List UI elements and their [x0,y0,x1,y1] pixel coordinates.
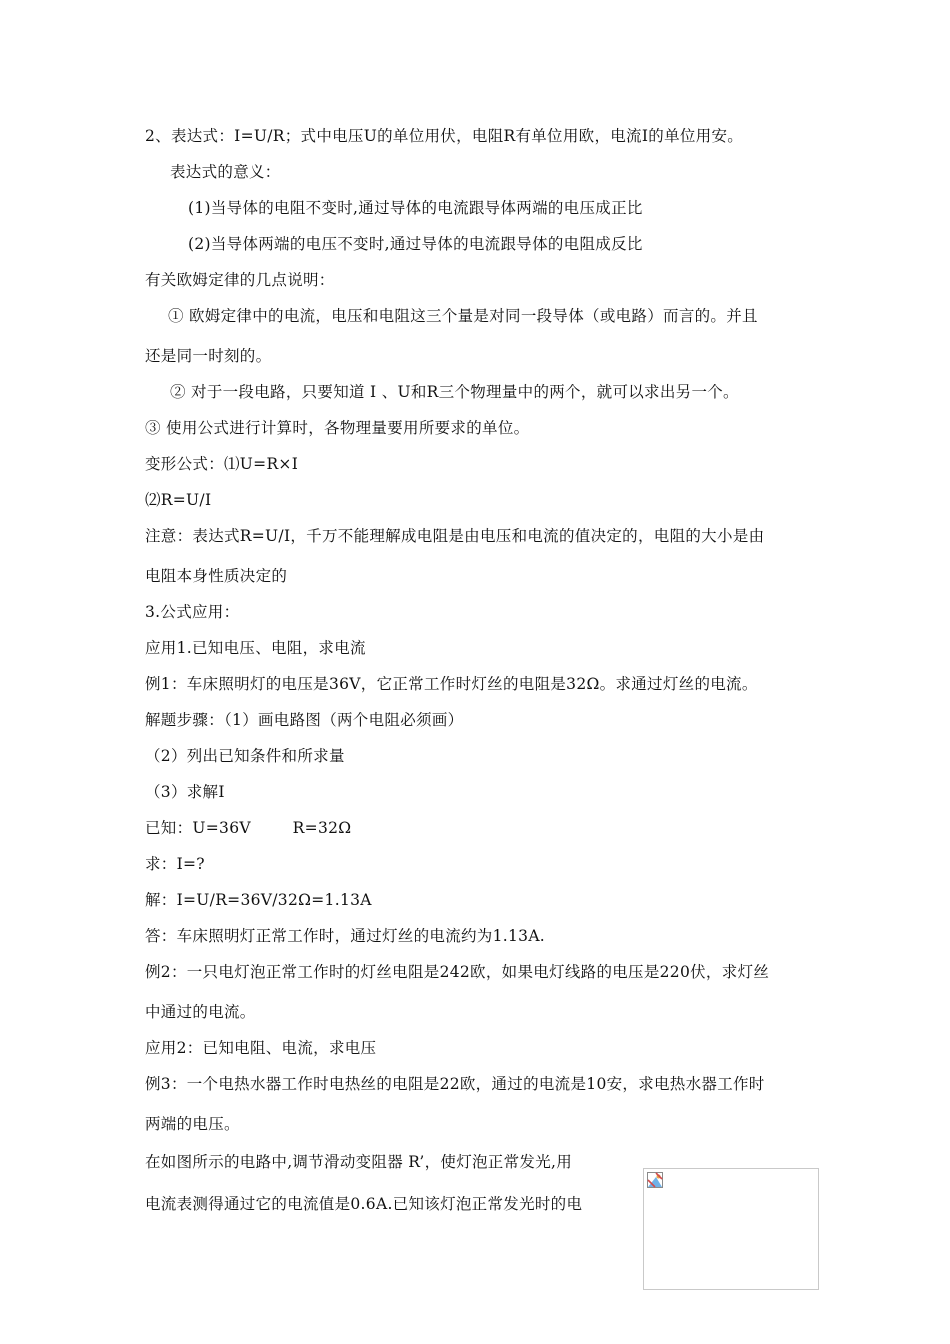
note-2: ② 对于一段电路，只要知道 I 、U和R三个物理量中的两个，就可以求出另一个。 [170,383,739,401]
example-2-line-2: 中通过的电流。 [145,1003,256,1021]
find-line: 求：I=? [145,855,205,873]
note-3: ③ 使用公式进行计算时，各物理量要用所要求的单位。 [145,419,530,437]
circuit-figure-placeholder [643,1168,819,1290]
steps-line-1: 解题步骤：（1）画电路图（两个电阻必须画） [145,711,464,729]
solution-line: 解：I=U/R=36V/32Ω=1.13A [145,891,372,909]
steps-line-2: （2）列出已知条件和所求量 [145,747,345,765]
note-1-line-2: 还是同一时刻的。 [145,347,272,365]
application-1-title: 应用1.已知电压、电阻，求电流 [145,639,366,657]
note-1-line-1: ① 欧姆定律中的电流，电压和电阻这三个量是对同一段导体（或电路）而言的。并且 [168,307,758,325]
example-1: 例1：车床照明灯的电压是36V，它正常工作时灯丝的电阻是32Ω。求通过灯丝的电流。 [145,675,758,693]
steps-line-3: （3）求解I [145,783,225,801]
problem-line-2: 电流表测得通过它的电流值是0.6A.已知该灯泡正常发光时的电 [145,1195,583,1213]
caution-line-1: 注意：表达式R=U/I，千万不能理解成电阻是由电压和电流的值决定的，电阻的大小是由 [145,527,765,545]
notes-heading: 有关欧姆定律的几点说明： [145,271,335,289]
application-heading: 3.公式应用： [145,603,240,621]
known-values: 已知：U=36V R=32Ω [145,819,352,837]
example-2-line-1: 例2：一只电灯泡正常工作时的灯丝电阻是242欧，如果电灯线路的电压是220伏，求灯丝 [145,963,770,981]
meaning-heading: 表达式的意义： [170,163,281,181]
variant-formula-1: 变形公式：⑴U=R×I [145,455,299,473]
example-3-line-1: 例3：一个电热水器工作时电热丝的电阻是22欧，通过的电流是10安，求电热水器工作时 [145,1075,765,1093]
meaning-item-2: (2)当导体两端的电压不变时,通过导体的电流跟导体的电阻成反比 [188,235,643,253]
broken-image-icon [647,1172,663,1188]
meaning-item-1: (1)当导体的电阻不变时,通过导体的电流跟导体两端的电压成正比 [188,199,643,217]
application-2-title: 应用2：已知电阻、电流，求电压 [145,1039,377,1057]
caution-line-2: 电阻本身性质决定的 [145,567,288,585]
problem-line-1: 在如图所示的电路中,调节滑动变阻器 R’，使灯泡正常发光,用 [145,1153,573,1171]
expression-line: 2、表达式：I=U/R；式中电压U的单位用伏，电阻R有单位用欧，电流I的单位用安。 [145,127,744,145]
example-3-line-2: 两端的电压。 [145,1115,240,1133]
variant-formula-2: ⑵R=U/I [145,491,212,509]
answer-line: 答：车床照明灯正常工作时，通过灯丝的电流约为1.13A. [145,927,546,945]
